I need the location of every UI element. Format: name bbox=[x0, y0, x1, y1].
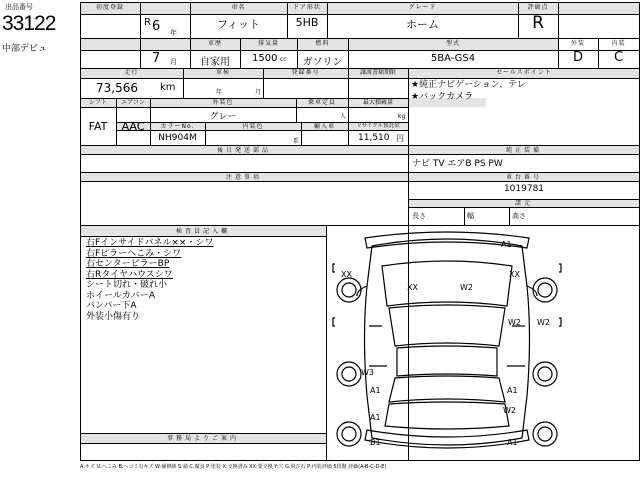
later-parts-label: 後日発送部品 bbox=[216, 147, 271, 154]
aircon-value: AAC bbox=[121, 120, 145, 133]
capacity-unit: 人 bbox=[340, 113, 347, 120]
damage-mark: XX bbox=[407, 283, 418, 292]
int-label: 内装 bbox=[611, 40, 626, 47]
damage-mark: W2 bbox=[503, 406, 516, 415]
damage-mark: B1 bbox=[370, 438, 381, 447]
note-line: 右Rタイヤハウスシワ bbox=[86, 269, 173, 280]
era-value: R bbox=[144, 17, 151, 28]
damage-mark: A1 bbox=[507, 438, 518, 447]
car-damage-diagram bbox=[327, 226, 639, 460]
score-label: 評価点 bbox=[527, 4, 549, 11]
year-value: 6 bbox=[152, 19, 161, 34]
damage-mark: W2 bbox=[508, 318, 521, 327]
model-type-value: 5BA-GS4 bbox=[430, 53, 476, 64]
recycle-fee-value: 11,510 bbox=[358, 133, 390, 143]
equipment-label: 純正装備 bbox=[505, 147, 542, 154]
damage-mark: W3 bbox=[361, 368, 374, 377]
grade-value: ホーム bbox=[406, 18, 439, 31]
reg-number-label: 登録番号 bbox=[291, 69, 320, 76]
damage-mark: A1 bbox=[370, 386, 381, 395]
color-no-label: カラーNo. bbox=[160, 123, 195, 130]
note-line: 右Fインサイドパネル××・シワ bbox=[86, 238, 214, 248]
car-reg-value: 自家用 bbox=[200, 57, 230, 68]
door-shape-value: 5HB bbox=[295, 16, 319, 29]
max-load-label: 最大積載量 bbox=[362, 99, 393, 106]
recycle-fee-unit: 円 bbox=[396, 134, 404, 143]
score-value: R bbox=[532, 13, 544, 33]
dimensions-label: 諸元 bbox=[514, 200, 533, 207]
note-line: 右センターピラーBP bbox=[86, 259, 170, 269]
fuel-value: ガソリン bbox=[302, 57, 343, 68]
inspector-notes bbox=[86, 238, 213, 322]
grade-label: グレード bbox=[408, 4, 437, 11]
fuel-label: 燃料 bbox=[315, 40, 330, 47]
inspection-year-unit: 年 bbox=[216, 89, 223, 96]
ext-grade-value: D bbox=[572, 50, 583, 65]
int-grade-value: C bbox=[613, 50, 624, 65]
int-color-unit: 系 bbox=[293, 138, 300, 145]
int-color-label: 内装色 bbox=[242, 123, 264, 130]
note-line: 右Fピラーへこみ・シワ bbox=[86, 248, 182, 259]
lot-no-label: 出品番号 bbox=[5, 3, 33, 11]
door-shape-label: ドア形状 bbox=[293, 4, 321, 11]
damage-mark: W2 bbox=[460, 283, 473, 292]
chassis-no-label: 車台番号 bbox=[505, 174, 542, 181]
damage-mark: A1 bbox=[370, 413, 381, 422]
model-change-label: 中部デビュ bbox=[2, 44, 48, 54]
mileage-value: 73,566 bbox=[96, 81, 138, 95]
legend-text: A:キズ U:へこみ B:ヘコミ有キズ W:補修跡 S:錆 C:腐食 P:塗装 X:交換済み XX:要交換 Y:穴 G:飛び石 P:内装評価 5段階 評価(A-B-C-D-E) bbox=[80, 464, 387, 470]
color-no-value: NH904M bbox=[158, 133, 197, 143]
sales-point-label: セールスポイント bbox=[496, 69, 552, 76]
month-unit: 月 bbox=[170, 58, 177, 66]
damage-mark: W2 bbox=[537, 318, 550, 327]
first-reg-label: 初度登録 bbox=[95, 4, 124, 11]
note-line: ホイールカバーA bbox=[86, 290, 155, 301]
note-line: 外装小傷有り bbox=[86, 311, 141, 322]
height-label: 高さ bbox=[512, 212, 526, 220]
shift-label: シフト bbox=[88, 99, 107, 106]
displacement-unit: cc bbox=[280, 56, 287, 63]
capacity-label: 乗車定員 bbox=[307, 99, 336, 106]
recycle-fee-label: リサイクル預託金 bbox=[356, 123, 400, 129]
ext-color-value: グレー bbox=[209, 112, 237, 122]
damage-mark: A1 bbox=[507, 386, 518, 395]
car-outline bbox=[327, 226, 639, 460]
office-label: 事務局よりご案内 bbox=[166, 435, 239, 442]
inspection-label: 車検 bbox=[215, 69, 230, 76]
shift-value: FAT bbox=[88, 120, 108, 133]
car-name-label: 車名 bbox=[231, 4, 246, 11]
damage-mark: XX bbox=[341, 270, 352, 279]
car-reg-label: 車歴 bbox=[207, 40, 222, 47]
import-label: 輸入車 bbox=[313, 123, 335, 130]
chassis-no-value: 1019781 bbox=[503, 184, 545, 194]
displacement-label: 排気量 bbox=[257, 40, 279, 47]
inspector-label: 検査員記入欄 bbox=[175, 228, 230, 235]
max-load-unit: kg bbox=[398, 113, 406, 120]
aircon-label: エアコン bbox=[121, 99, 145, 106]
sales-point-2: ★バックカメラ bbox=[411, 92, 474, 102]
width-label: 幅 bbox=[467, 212, 474, 220]
mileage-unit: km bbox=[160, 82, 176, 93]
model-type-label: 型式 bbox=[445, 40, 460, 47]
ext-color-label: 外装色 bbox=[212, 99, 234, 106]
displacement-value: 1500 bbox=[252, 53, 278, 64]
damage-mark: XX bbox=[509, 270, 520, 279]
damage-mark: A1 bbox=[501, 240, 512, 249]
note-line: バンパー下A bbox=[86, 301, 137, 311]
note-line: シート切れ・破れ小 bbox=[86, 280, 168, 290]
year-unit: 年 bbox=[170, 29, 177, 37]
sales-point-1: ★純正ナビゲーション、テレ bbox=[411, 80, 526, 90]
caution-label: 注意事項 bbox=[225, 174, 262, 181]
lot-number: 33122 bbox=[2, 12, 56, 35]
recycle-date-label: 譲渡書類期限 bbox=[359, 69, 396, 76]
month-value: 7 bbox=[152, 51, 161, 66]
ext-label: 外装 bbox=[570, 40, 585, 47]
car-name-value: フィット bbox=[216, 18, 261, 31]
inspection-month-unit: 月 bbox=[255, 89, 262, 96]
length-label: 長さ bbox=[412, 212, 426, 220]
mileage-label: 走行 bbox=[124, 69, 139, 76]
equipment-value: ナビ TV エアB PS PW bbox=[412, 159, 503, 169]
